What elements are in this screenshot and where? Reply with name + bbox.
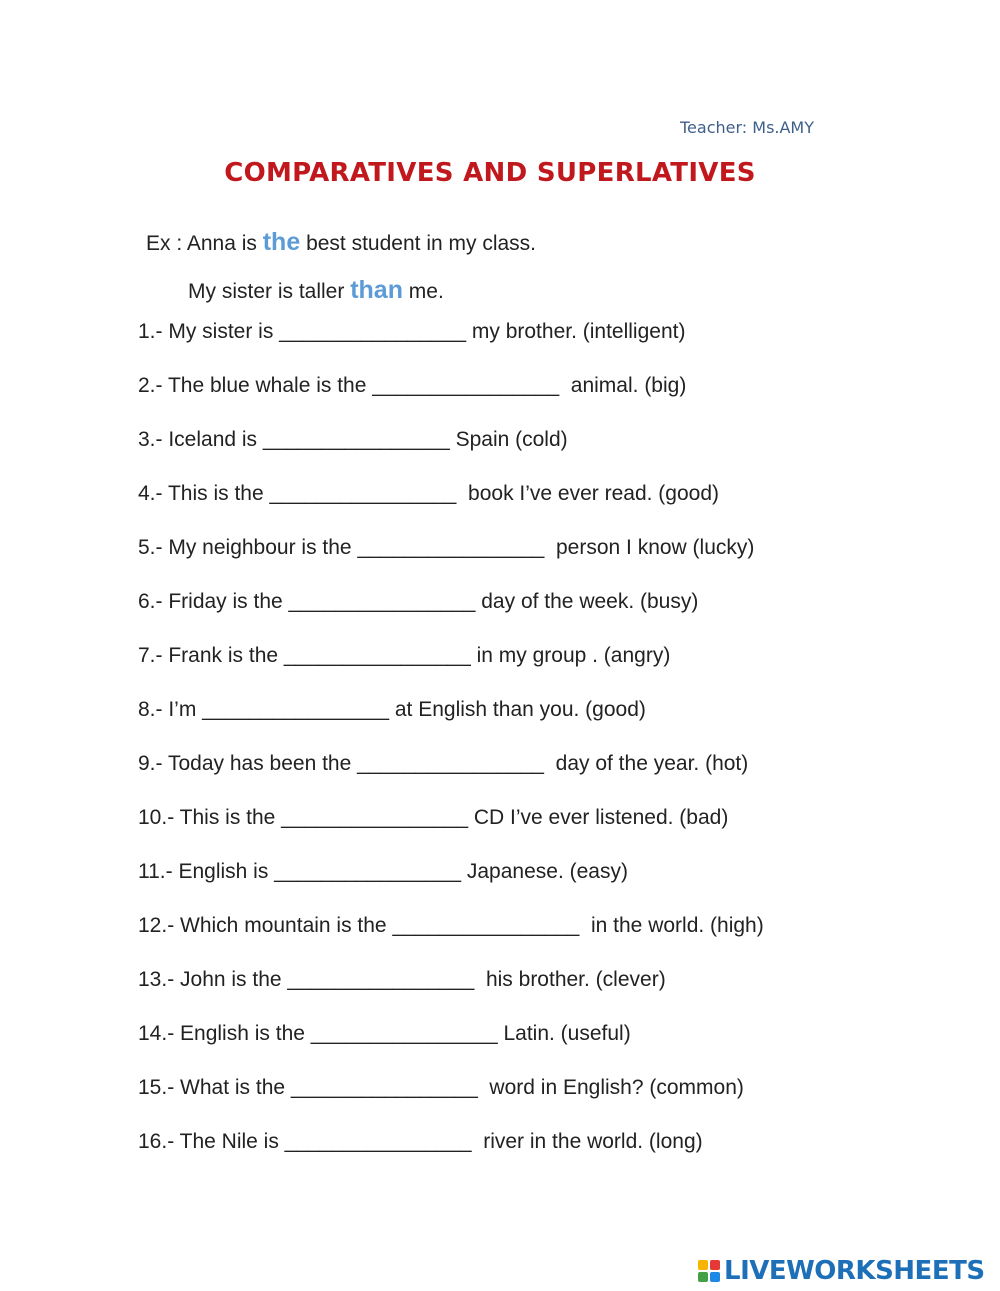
liveworksheets-logo [698,1256,985,1286]
question-10[interactable]: 10.- This is the ________________ CD I’ve ever listened. (bad) [138,806,729,829]
question-12[interactable]: 12.- Which mountain is the ________________ in the world. (high) [138,914,764,937]
question-13[interactable]: 13.- John is the ________________ his brother. (clever) [138,968,666,991]
example-line-2 [188,276,444,305]
question-16[interactable]: 16.- The Nile is ________________ river in the world. (long) [138,1130,703,1153]
question-1[interactable]: 1.- My sister is ________________ my brother. (intelligent) [138,320,686,343]
question-8[interactable]: 8.- I’m ________________ at English than you. (good) [138,698,646,721]
example-1-keyword: the [262,228,301,256]
question-11[interactable]: 11.- English is ________________ Japanese. (easy) [138,860,628,883]
question-9[interactable]: 9.- Today has been the ________________ day of the year. (hot) [138,752,749,775]
logo-blocks-icon [698,1258,722,1284]
example-1-before: Ex : Anna is [146,232,263,255]
question-7[interactable]: 7.- Frank is the ________________ in my group . (angry) [138,644,671,667]
logo-block-4 [710,1272,720,1282]
example-2-after: me. [402,280,444,303]
logo-block-3 [698,1272,708,1282]
question-4[interactable]: 4.- This is the ________________ book I’ve ever read. (good) [138,482,720,505]
logo-block-1 [698,1260,708,1270]
worksheet-title: COMPARATIVES AND SUPERLATIVES [224,158,756,188]
logo-text: LIVEWORKSHEETS [724,1256,985,1286]
question-5[interactable]: 5.- My neighbour is the ________________ person I know (lucky) [138,536,755,559]
logo-block-2 [710,1260,720,1270]
example-2-keyword: than [350,276,403,304]
question-15[interactable]: 15.- What is the ________________ word in English? (common) [138,1076,744,1099]
teacher-name: Teacher: Ms.AMY [680,118,815,137]
question-14[interactable]: 14.- English is the ________________ Latin. (useful) [138,1022,631,1045]
question-2[interactable]: 2.- The blue whale is the ________________ animal. (big) [138,374,687,397]
question-6[interactable]: 6.- Friday is the ________________ day of the week. (busy) [138,590,699,613]
question-3[interactable]: 3.- Iceland is ________________ Spain (cold) [138,428,568,451]
example-line-1 [146,228,536,257]
example-2-before: My sister is taller [188,280,351,303]
example-1-after: best student in my class. [300,232,537,255]
